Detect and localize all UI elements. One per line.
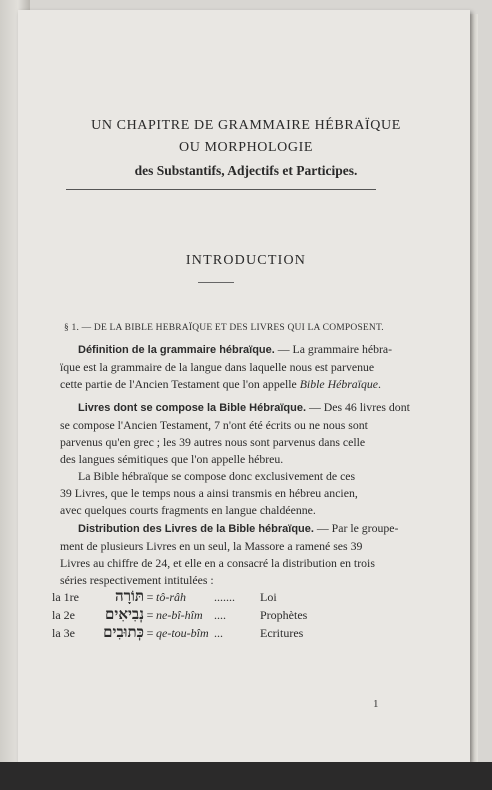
introduction-rule <box>198 282 234 283</box>
text-line: — Des 46 livres dont <box>306 400 410 414</box>
page-number: 1 <box>373 698 379 710</box>
series-ordinal: la 3e <box>52 626 75 640</box>
text-line: 39 Livres, que le temps nous a ainsi transmis en hébreu ancien, <box>60 486 358 500</box>
leader-dots: ....... <box>214 590 235 604</box>
text-line: avec quelques courts fragments en langue chaldéenne. <box>60 503 316 517</box>
leader-dots: ... <box>214 626 223 640</box>
book-series-row <box>52 588 307 606</box>
bible-hebraique-term: Bible Hébraïque <box>299 377 379 391</box>
table-surface <box>0 762 492 790</box>
book-series-list <box>52 588 307 642</box>
equals-sign: = <box>146 608 154 622</box>
series-ordinal: la 1re <box>52 590 79 604</box>
text-line: Livres au chiffre de 24, et elle en a consacré la distribution en trois <box>60 556 375 570</box>
equals-sign: = <box>146 626 154 640</box>
chapter-title-line2: OU MORPHOLOGIE <box>178 140 313 155</box>
text-line: des langues sémitiques que l'on appelle hébreu. <box>60 452 284 466</box>
series-name: Prophètes <box>260 608 308 622</box>
title-rule <box>66 189 376 190</box>
text-line: ïque est la grammaire de la langue dans laquelle nous est parvenue <box>60 360 375 374</box>
text-line: ment de plusieurs Livres en un seul, la Massore a ramené ses 39 <box>60 539 363 553</box>
paragraph-distribution <box>60 520 398 589</box>
text-line: cette partie de l'Ancien Testament que l'on appelle <box>60 377 300 391</box>
hebrew-title: כְּתוּבִים <box>103 625 144 641</box>
series-name: Ecritures <box>260 626 304 640</box>
series-name: Loi <box>260 590 277 604</box>
text-line: La Bible hébraïque se compose donc exclusivement de ces <box>78 469 356 483</box>
book-series-row <box>52 606 307 624</box>
definition-heading: Définition de la grammaire hébraïque. <box>78 344 275 356</box>
distribution-heading: Distribution des Livres de la Bible hébraïque. <box>78 523 314 535</box>
transliteration: tô-râh <box>156 590 186 604</box>
section-heading: § 1. — DE LA BIBLE HEBRAÏQUE ET DES LIVRES QUI LA COMPOSENT. <box>64 323 384 333</box>
book-series-row <box>52 624 307 642</box>
hebrew-title: נְבִיאִים <box>105 607 144 623</box>
text-line: — Par le groupe- <box>313 521 399 535</box>
paragraph-livres <box>60 399 410 468</box>
page-stack-edge <box>470 14 478 766</box>
text-line: parvenus qu'en grec ; les 39 autres nous sont parvenus dans celle <box>60 435 366 449</box>
hebrew-title: תּוֹרָה <box>115 589 144 605</box>
transliteration: ne-bî-hîm <box>156 608 203 622</box>
text-line: se compose l'Ancien Testament, 7 n'ont été écrits ou ne nous sont <box>60 418 368 432</box>
chapter-subtitle: des Substantifs, Adjectifs et Participes. <box>134 163 358 178</box>
livres-heading: Livres dont se compose la Bible Hébraïque. <box>78 402 307 414</box>
transliteration: qe-tou-bîm <box>156 626 209 640</box>
paragraph-definition <box>60 341 392 393</box>
leader-dots: .... <box>214 608 226 622</box>
paragraph-composition <box>60 468 358 519</box>
chapter-title-line1: UN CHAPITRE DE GRAMMAIRE HÉBRAÏQUE <box>91 118 401 133</box>
text-line: . <box>378 377 381 391</box>
book-page <box>18 10 470 762</box>
text-line: séries respectivement intitulées : <box>60 573 214 587</box>
text-line: — La grammaire hébra- <box>274 342 393 356</box>
introduction-heading: INTRODUCTION <box>185 253 307 268</box>
equals-sign: = <box>146 590 154 604</box>
series-ordinal: la 2e <box>52 608 75 622</box>
